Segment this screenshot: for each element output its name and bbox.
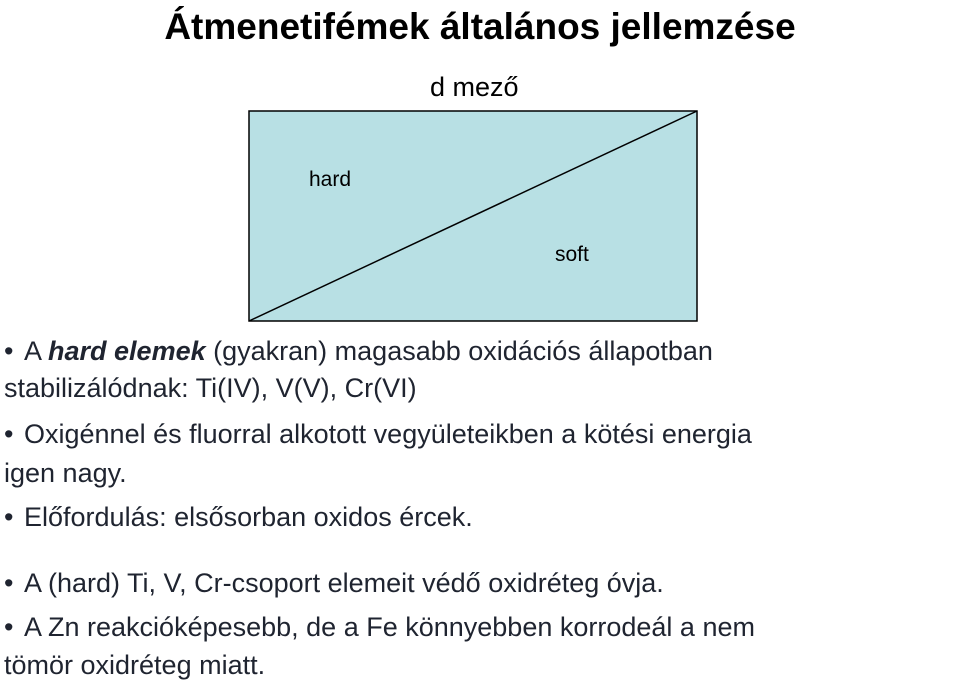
bullet-5-line-2: tömör oxidréteg miatt. [4,650,266,680]
bullet-2-line-1 [4,417,752,452]
bullet-marker: • [4,502,14,532]
bullet-marker: • [4,336,14,366]
bullet-5-text: A Zn reakcióképesebb, de a Fe könnyebben korrodeál a nem [24,612,755,642]
label-soft: soft [555,243,589,266]
bullet-5-line-1 [4,610,755,645]
bullet-3-text: Előfordulás: elsősorban oxidos ércek. [24,502,473,532]
bullet-2-text: Oxigénnel és fluorral alkotott vegyületeikben a kötési energia [24,419,752,449]
bullet-marker: • [4,612,14,642]
bullet-4-line-1 [4,566,664,601]
label-hard: hard [309,168,352,191]
diagram-heading: d mező [430,72,519,102]
bullet-marker: • [4,419,14,449]
bullet-1-prefix: A [24,336,49,366]
bullet-1-line-2: stabilizálódnak: Ti(IV), V(V), Cr(VI) [4,373,417,403]
diagram-svg [248,110,698,322]
bullet-1-line-1 [4,334,713,369]
bullet-2-line-2: igen nagy. [4,458,127,488]
bullet-4-text: A (hard) Ti, V, Cr-csoport elemeit védő oxidréteg óvja. [24,568,664,598]
page-title: Átmenetifémek általános jellemzése [164,6,796,47]
hard-soft-diagram [248,110,698,322]
bullet-3-line-1 [4,500,473,535]
bullet-1-emphasis: hard elemek [48,336,206,366]
bullet-1-rest: (gyakran) magasabb oxidációs állapotban [205,336,713,366]
bullet-marker: • [4,568,14,598]
